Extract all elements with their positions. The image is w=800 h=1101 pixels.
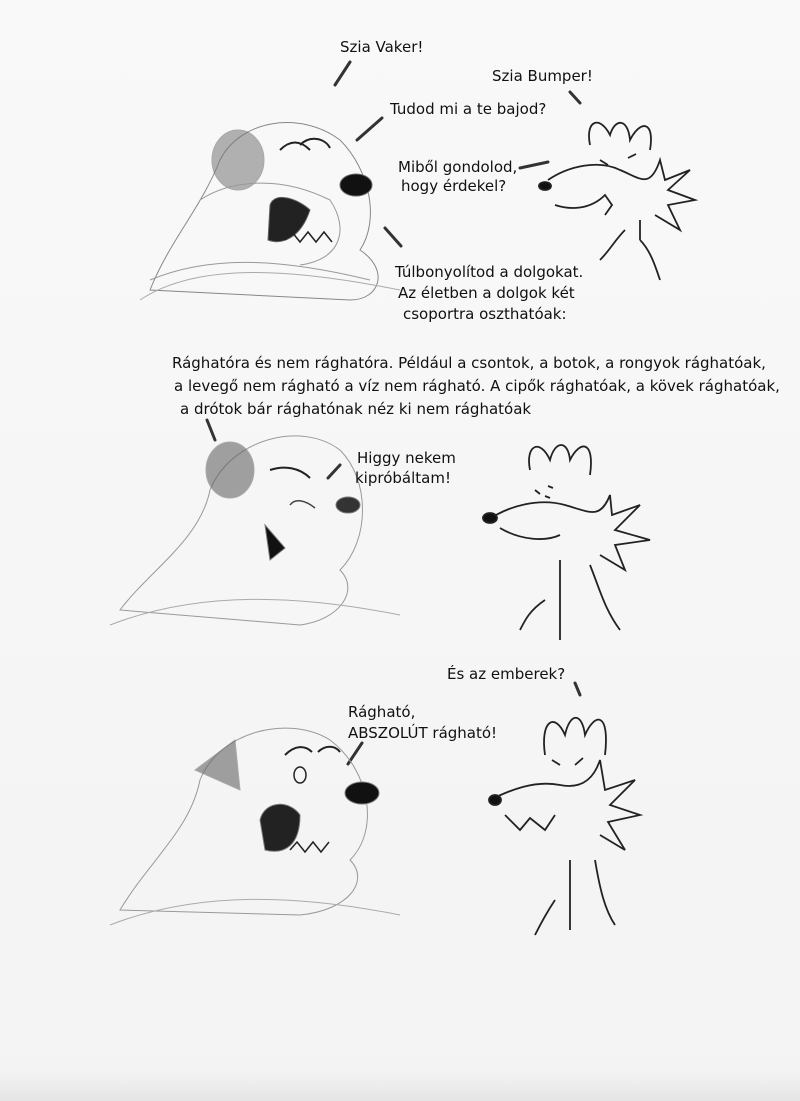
bumper-wolf-panel3 xyxy=(489,718,640,935)
vaker-dog-panel3 xyxy=(110,728,400,925)
speech-tail xyxy=(357,118,382,140)
narration xyxy=(172,352,780,421)
speech-tail xyxy=(385,228,401,246)
narration-line: a drótok bár rághatónak néz ki nem rághatóak xyxy=(180,400,532,418)
vaker-lecture-line: csoportra oszthatóak: xyxy=(403,305,567,323)
bumper-reply xyxy=(398,158,517,196)
bumper-wolf-panel2 xyxy=(483,445,650,640)
bumper-question-panel3: És az emberek? xyxy=(447,665,566,683)
bumper-reply-line: Miből gondolod, xyxy=(398,158,518,176)
bumper-greeting: Szia Bumper! xyxy=(492,67,593,85)
speech-tail xyxy=(335,62,350,85)
vaker-dog-panel1 xyxy=(140,123,400,300)
vaker-lecture-line: Az életben a dolgok két xyxy=(398,284,575,302)
dog-ear xyxy=(212,130,264,190)
speech-tail xyxy=(570,92,580,103)
vaker-line: kipróbáltam! xyxy=(355,469,451,487)
speech-tail xyxy=(575,683,580,695)
vaker-lecture-line: Túlbonyolítod a dolgokat. xyxy=(395,263,584,281)
vaker-answer-line: ABSZOLÚT rágható! xyxy=(348,724,498,742)
vaker-question: Tudod mi a te bajod? xyxy=(390,100,547,118)
narration-line: Rághatóra és nem rághatóra. Például a csontok, a botok, a rongyok rághatóak, xyxy=(172,354,766,372)
speech-tail xyxy=(520,162,548,168)
speech-tail xyxy=(328,465,340,478)
vaker-line-panel2 xyxy=(355,448,456,488)
vaker-lecture xyxy=(395,262,583,325)
vaker-line: Higgy nekem xyxy=(357,449,456,467)
vaker-answer-line: Rágható, xyxy=(348,703,416,721)
bumper-reply-line: hogy érdekel? xyxy=(401,177,507,195)
vaker-answer-panel3 xyxy=(348,702,497,744)
bumper-wolf-panel1 xyxy=(539,123,695,280)
dog-nose xyxy=(340,174,372,196)
narration-line: a levegő nem rágható a víz nem rágható. A cipők rághatóak, a kövek rághatóak, xyxy=(174,377,780,395)
speech-tail xyxy=(207,420,215,440)
vaker-greeting: Szia Vaker! xyxy=(340,38,424,56)
